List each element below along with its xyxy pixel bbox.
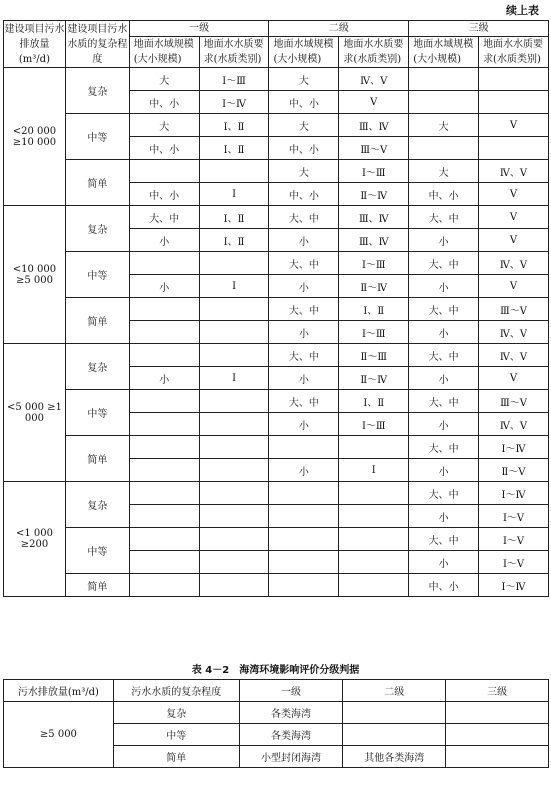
value-cell: Ⅰ～Ⅲ (339, 321, 409, 344)
value-cell: Ⅲ、Ⅳ (339, 206, 409, 229)
level2-header: 二级 (269, 21, 409, 37)
table-row (4, 390, 549, 413)
complexity-cell: 简单 (65, 160, 129, 206)
discharge-header: 建设项目污水排放量(m³/d) (4, 21, 66, 68)
value-cell: Ⅲ～Ⅴ (479, 298, 549, 321)
table2-header-cell: 二级 (343, 680, 446, 702)
value-cell: 小 (409, 413, 479, 436)
table2-header-cell: 污水排放量(m³/d) (4, 680, 114, 702)
value-cell: Ⅲ～Ⅴ (339, 137, 409, 160)
table-header (4, 21, 549, 68)
value-cell: 小 (129, 275, 199, 298)
value-cell (199, 528, 269, 551)
discharge-cell: <5 000 ≥1 000 (4, 344, 66, 482)
complexity-cell: 复杂 (65, 68, 129, 114)
value-cell (269, 574, 339, 597)
value-cell: Ⅳ、Ⅴ (479, 321, 549, 344)
value-cell: Ⅱ～Ⅲ (339, 344, 409, 367)
value-cell (199, 298, 269, 321)
value-cell: Ⅰ～Ⅴ (479, 505, 549, 528)
value-cell: 大、中 (409, 344, 479, 367)
discharge-cell: ≥5 000 (4, 702, 114, 768)
value-cell: Ⅰ、Ⅱ (199, 229, 269, 252)
value-cell: 大、中 (129, 206, 199, 229)
value-cell: 各类海湾 (239, 702, 343, 724)
value-cell (129, 574, 199, 597)
value-cell: 大、中 (409, 436, 479, 459)
value-cell: Ⅴ (479, 275, 549, 298)
complexity-cell: 中等 (65, 114, 129, 160)
value-cell (199, 390, 269, 413)
value-cell: 中、小 (129, 183, 199, 206)
value-cell (339, 436, 409, 459)
value-cell (343, 724, 446, 746)
table-row (4, 206, 549, 229)
value-cell (199, 459, 269, 482)
value-cell: 大、中 (269, 252, 339, 275)
scale-header: 地面水域规模(大小规模) (409, 37, 479, 68)
value-cell (199, 551, 269, 574)
value-cell: Ⅰ～Ⅲ (339, 413, 409, 436)
value-cell: Ⅴ (479, 367, 549, 390)
table-row (4, 114, 549, 137)
value-cell: 小 (409, 321, 479, 344)
table2-caption: 表 4－2 海湾环境影响评价分级判据 (191, 665, 360, 676)
value-cell (446, 724, 549, 746)
value-cell: 大 (129, 68, 199, 91)
value-cell (339, 574, 409, 597)
value-cell: Ⅰ～Ⅳ (479, 574, 549, 597)
value-cell: 小 (129, 367, 199, 390)
scale-header: 地面水域规模(大小规模) (269, 37, 339, 68)
table-row (4, 160, 549, 183)
value-cell (129, 321, 199, 344)
complexity-cell: 复杂 (113, 702, 239, 724)
grading-table (3, 20, 549, 597)
complexity-cell: 中等 (65, 252, 129, 298)
value-cell (269, 482, 339, 505)
value-cell: 小 (409, 505, 479, 528)
value-cell (409, 91, 479, 114)
value-cell: Ⅳ、Ⅴ (479, 160, 549, 183)
value-cell (446, 702, 549, 724)
value-cell (409, 137, 479, 160)
table-row (4, 528, 549, 551)
complexity-cell: 中等 (113, 724, 239, 746)
value-cell: Ⅲ～Ⅴ (479, 390, 549, 413)
value-cell (339, 505, 409, 528)
value-cell: Ⅰ (199, 367, 269, 390)
value-cell: Ⅰ～Ⅲ (339, 160, 409, 183)
value-cell (129, 551, 199, 574)
value-cell (343, 702, 446, 724)
value-cell: 中、小 (269, 137, 339, 160)
value-cell (129, 482, 199, 505)
value-cell: 小 (269, 413, 339, 436)
value-cell: 中、小 (269, 91, 339, 114)
table-row (4, 436, 549, 459)
value-cell (269, 528, 339, 551)
value-cell: Ⅰ、Ⅱ (199, 137, 269, 160)
value-cell (199, 252, 269, 275)
value-cell (129, 160, 199, 183)
value-cell (199, 574, 269, 597)
table-row (4, 298, 549, 321)
value-cell: Ⅰ、Ⅱ (339, 298, 409, 321)
quality-header: 地面水水质要求(水质类别) (199, 37, 269, 68)
value-cell (339, 551, 409, 574)
value-cell (269, 551, 339, 574)
level1-header: 一级 (129, 21, 269, 37)
table2-header-cell: 一级 (239, 680, 343, 702)
value-cell (129, 505, 199, 528)
value-cell: Ⅳ、Ⅴ (479, 344, 549, 367)
table2-header-cell: 三级 (446, 680, 549, 702)
value-cell (129, 390, 199, 413)
value-cell: Ⅴ (479, 206, 549, 229)
value-cell: 小 (409, 367, 479, 390)
value-cell: 小 (409, 275, 479, 298)
table-row (4, 702, 549, 724)
value-cell: Ⅰ、Ⅱ (339, 390, 409, 413)
value-cell (479, 68, 549, 91)
value-cell (199, 344, 269, 367)
value-cell (446, 746, 549, 768)
value-cell: 小 (409, 229, 479, 252)
complexity-cell: 中等 (65, 528, 129, 574)
value-cell (129, 344, 199, 367)
scale-header: 地面水域规模(大小规模) (129, 37, 199, 68)
value-cell: Ⅰ、Ⅱ (199, 206, 269, 229)
value-cell: 小 (269, 459, 339, 482)
table-row (4, 68, 549, 91)
value-cell: Ⅰ～Ⅴ (479, 528, 549, 551)
value-cell: Ⅰ (199, 275, 269, 298)
table-row (4, 574, 549, 597)
value-cell (129, 528, 199, 551)
value-cell: 各类海湾 (239, 724, 343, 746)
table2-body (4, 680, 549, 768)
value-cell: 小 (269, 321, 339, 344)
complexity-cell: 简单 (65, 298, 129, 344)
value-cell (339, 482, 409, 505)
value-cell: 大 (409, 114, 479, 137)
value-cell: 大、中 (269, 298, 339, 321)
table-body (4, 68, 549, 597)
value-cell: 小 (409, 551, 479, 574)
value-cell: Ⅳ、Ⅴ (339, 68, 409, 91)
value-cell: 小 (269, 367, 339, 390)
value-cell (129, 459, 199, 482)
value-cell: Ⅴ (479, 183, 549, 206)
value-cell (129, 436, 199, 459)
quality-header: 地面水水质要求(水质类别) (479, 37, 549, 68)
value-cell (129, 298, 199, 321)
value-cell: 小 (269, 229, 339, 252)
value-cell: Ⅰ～Ⅴ (479, 551, 549, 574)
complexity-cell: 中等 (65, 390, 129, 436)
value-cell: 小 (129, 229, 199, 252)
value-cell: Ⅴ (479, 114, 549, 137)
value-cell (199, 413, 269, 436)
table-row (4, 344, 549, 367)
value-cell: Ⅱ～Ⅴ (479, 459, 549, 482)
value-cell: Ⅰ～Ⅲ (199, 68, 269, 91)
value-cell: 大 (129, 114, 199, 137)
value-cell: 大 (269, 160, 339, 183)
value-cell (269, 436, 339, 459)
value-cell: Ⅰ～Ⅳ (479, 436, 549, 459)
value-cell: 大、中 (409, 390, 479, 413)
complexity-cell: 简单 (65, 436, 129, 482)
value-cell: Ⅰ (199, 183, 269, 206)
value-cell (269, 505, 339, 528)
complexity-header: 建设项目污水水质的复杂程度 (65, 21, 129, 68)
value-cell: Ⅰ、Ⅱ (199, 114, 269, 137)
complexity-cell: 简单 (65, 574, 129, 597)
complexity-cell: 简单 (113, 746, 239, 768)
value-cell: 大、中 (269, 206, 339, 229)
value-cell (199, 160, 269, 183)
value-cell (479, 137, 549, 160)
value-cell (199, 436, 269, 459)
value-cell (199, 482, 269, 505)
value-cell: 大 (269, 114, 339, 137)
value-cell: 大、中 (409, 206, 479, 229)
value-cell: 小 (269, 275, 339, 298)
quality-header: 地面水水质要求(水质类别) (339, 37, 409, 68)
value-cell: Ⅰ～Ⅳ (199, 91, 269, 114)
value-cell: 大、中 (409, 298, 479, 321)
value-cell: Ⅴ (339, 91, 409, 114)
value-cell: Ⅲ、Ⅳ (339, 114, 409, 137)
table-row (4, 252, 549, 275)
value-cell: Ⅰ～Ⅲ (339, 252, 409, 275)
value-cell (199, 321, 269, 344)
bay-grading-table (3, 679, 549, 768)
value-cell: 大、中 (269, 390, 339, 413)
value-cell: 中、小 (409, 183, 479, 206)
value-cell (409, 68, 479, 91)
continued-label: 续上表 (506, 4, 539, 17)
value-cell (339, 528, 409, 551)
complexity-cell: 复杂 (65, 206, 129, 252)
discharge-cell: <20 000 ≥10 000 (4, 68, 66, 206)
value-cell (129, 413, 199, 436)
value-cell: 小 (409, 459, 479, 482)
value-cell: 大、中 (269, 344, 339, 367)
value-cell: Ⅴ (479, 229, 549, 252)
value-cell (479, 91, 549, 114)
value-cell: Ⅳ、Ⅴ (479, 413, 549, 436)
table-row (4, 482, 549, 505)
value-cell: Ⅱ～Ⅳ (339, 183, 409, 206)
table2-header-cell: 污水水质的复杂程度 (113, 680, 239, 702)
discharge-cell: <1 000 ≥200 (4, 482, 66, 597)
value-cell: Ⅱ～Ⅳ (339, 367, 409, 390)
value-cell: 中、小 (409, 574, 479, 597)
value-cell: 大、中 (409, 482, 479, 505)
value-cell: 中、小 (129, 137, 199, 160)
level3-header: 三级 (409, 21, 549, 37)
value-cell: 中、小 (129, 91, 199, 114)
value-cell: 大、中 (409, 528, 479, 551)
table2-header-row (4, 680, 549, 702)
value-cell (129, 252, 199, 275)
value-cell: 大 (409, 160, 479, 183)
value-cell: Ⅰ (339, 459, 409, 482)
value-cell: Ⅰ～Ⅳ (479, 482, 549, 505)
value-cell: Ⅳ、Ⅴ (479, 252, 549, 275)
value-cell: 大 (269, 68, 339, 91)
complexity-cell: 复杂 (65, 482, 129, 528)
value-cell: Ⅱ～Ⅳ (339, 275, 409, 298)
value-cell: 小型封闭海湾 (239, 746, 343, 768)
value-cell: 其他各类海湾 (343, 746, 446, 768)
complexity-cell: 复杂 (65, 344, 129, 390)
value-cell: Ⅲ、Ⅳ (339, 229, 409, 252)
discharge-cell: <10 000 ≥5 000 (4, 206, 66, 344)
value-cell: 大、中 (409, 252, 479, 275)
value-cell: 中、小 (269, 183, 339, 206)
value-cell (199, 505, 269, 528)
